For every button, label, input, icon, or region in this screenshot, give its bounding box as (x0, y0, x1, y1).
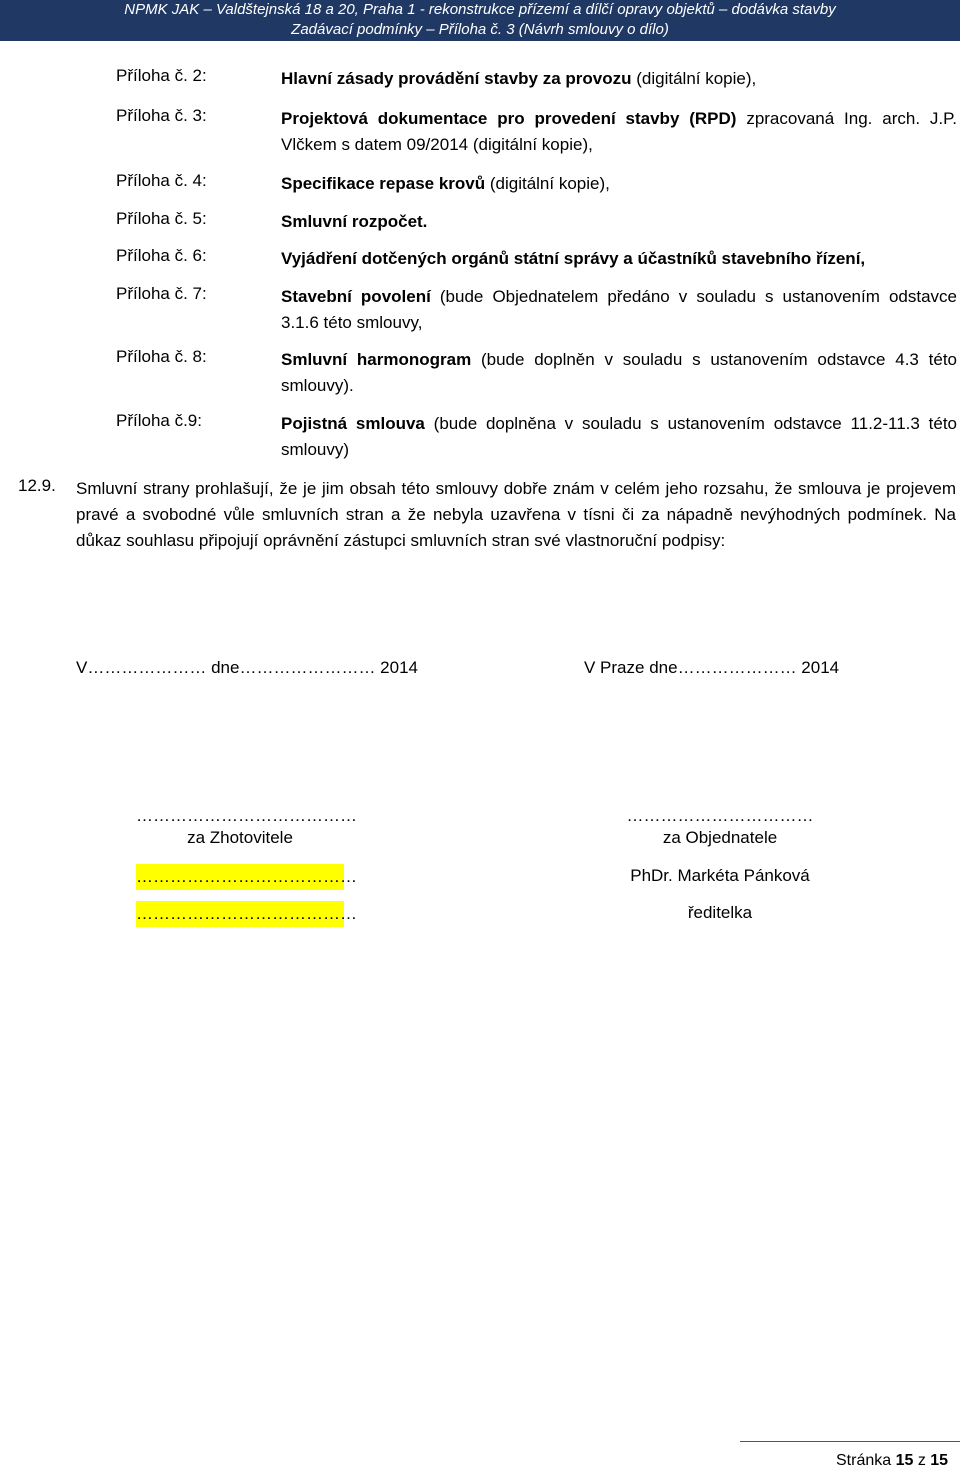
attachment-rest: (bude doplněn v souladu s ustanovením odstavce 4.3 této smlouvy). (281, 350, 958, 395)
page-header (0, 0, 960, 41)
attachment-rest: (digitální kopie), (631, 69, 757, 88)
attachment-title: Specifikace repase krovů (281, 174, 486, 193)
page-total: 15 (930, 1452, 949, 1469)
place-dots: ………………… (87, 658, 207, 677)
attachment-label: Příloha č. 7: (116, 284, 207, 303)
attachment-label: Příloha č.9: (116, 411, 202, 430)
contractor-signature-line: ………………………………… (136, 806, 357, 825)
place-year: 2014 (375, 658, 418, 677)
attachment-label: Příloha č. 5: (116, 209, 207, 228)
client-label: za Objednatele (662, 828, 778, 847)
attachment-text (281, 171, 957, 197)
attachment-label: Příloha č. 4: (116, 171, 207, 190)
client-signature-line: …………………………… (626, 806, 814, 825)
place-date-contractor (76, 658, 418, 678)
date-dots: ………………… (677, 658, 797, 677)
client-role: ředitelka (687, 903, 753, 922)
attachment-title: Pojistná smlouva (281, 414, 425, 433)
contractor-blank-1: ………………………………… (136, 864, 344, 890)
attachment-rest: (bude doplněna v souladu s ustanovením odstavce 11.2-11.3 této smlouvy) (281, 414, 957, 459)
attachment-label: Příloha č. 8: (116, 347, 207, 366)
attachment-title: Stavební povolení (281, 287, 431, 306)
attachment-text (281, 246, 957, 272)
contractor-label: za Zhotovitele (187, 828, 293, 847)
place-v: V (76, 658, 88, 677)
attachment-title: Vyjádření dotčených orgánů státní správy a účastníků stavebního řízení, (281, 249, 866, 268)
attachment-label: Příloha č. 3: (116, 106, 207, 125)
page-current: 15 (895, 1452, 914, 1469)
attachment-text (281, 347, 957, 399)
header-line-2: Zadávací podmínky – Příloha č. 3 (Návrh smlouvy o dílo) (291, 21, 669, 38)
attachment-title: Smluvní harmonogram (281, 350, 472, 369)
attachment-rest: zpracovaná Ing. arch. J.P. Vlčkem s datem 09/2014 (digitální kopie), (281, 109, 957, 154)
clause-text: Smluvní strany prohlašují, že je jim obsah této smlouvy dobře znám v celém jeho rozsahu, že smlouva je projevem pravé a svobodné vůle smluvních stran a že nebyla uzavřena v tísni či za nápadně nevýhodných podmínek. Na důkaz souhlasu připojují oprávnění zástupci smluvních stran své vlastnoruční podpisy: (76, 479, 956, 550)
attachment-text (281, 284, 957, 336)
attachment-title: Projektová dokumentace pro provedení stavby (RPD) (281, 109, 737, 128)
attachment-title: Smluvní rozpočet. (281, 212, 428, 231)
place-year: 2014 (796, 658, 840, 677)
attachment-rest: (digitální kopie), (485, 174, 610, 193)
attachment-text (281, 106, 957, 158)
client-name: PhDr. Markéta Pánková (630, 866, 810, 885)
footer-rule (740, 1441, 960, 1442)
attachment-text (281, 66, 957, 92)
page-number (836, 1452, 948, 1470)
clause-number: 12.9. (18, 476, 56, 495)
attachment-title: Hlavní zásady provádění stavby za provozu (281, 69, 632, 88)
contractor-blank-2: ………………………………… (136, 901, 344, 927)
attachment-text (281, 209, 957, 235)
page-prefix: Stránka (836, 1452, 896, 1469)
attachment-label: Příloha č. 2: (116, 66, 207, 85)
date-dots: …………………… (239, 658, 376, 677)
attachment-rest: (bude Objednatelem předáno v souladu s ustanovením odstavce 3.1.6 této smlouvy, (281, 287, 957, 332)
attachment-text (281, 411, 957, 463)
place-dne: dne (206, 658, 240, 677)
place-date-client (584, 658, 839, 678)
header-line-1: NPMK JAK – Valdštejnská 18 a 20, Praha 1 - rekonstrukce přízemí a dílčí opravy objektů – dodávka stavby (124, 1, 836, 18)
place-prefix: V Praze dne (584, 658, 678, 677)
page-mid: z (913, 1452, 931, 1469)
attachment-label: Příloha č. 6: (116, 246, 207, 265)
